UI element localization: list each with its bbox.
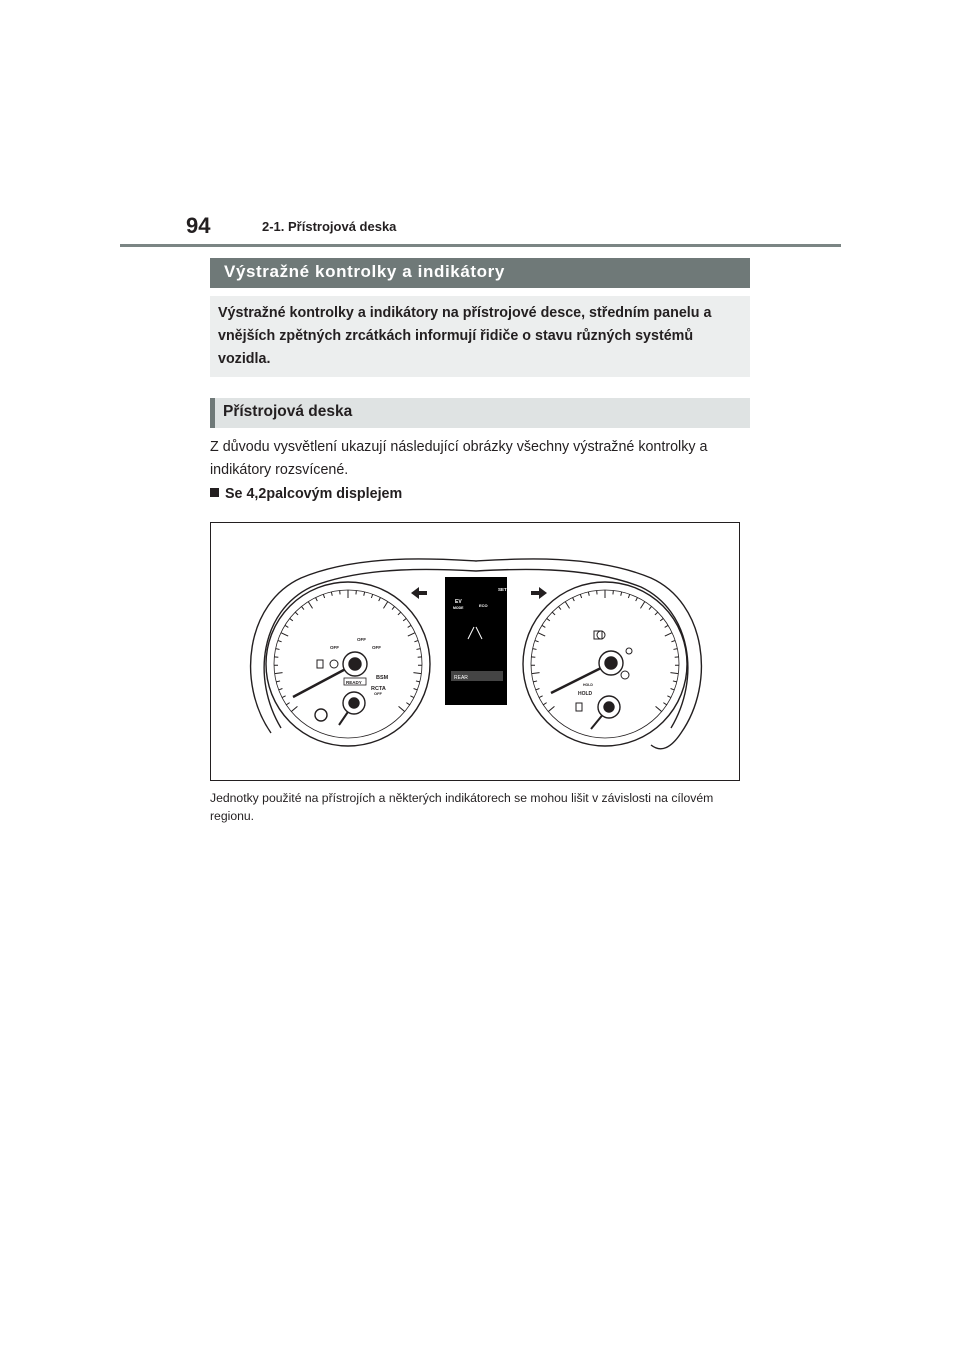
gauge-tick <box>673 649 677 650</box>
square-bullet-icon <box>210 488 219 497</box>
gauge-tick <box>279 689 283 690</box>
eco-label: ECO <box>479 603 488 608</box>
gauge-tick <box>621 592 622 596</box>
gauge-tick <box>379 597 381 601</box>
airbag-icon <box>626 648 632 654</box>
gauge-tick <box>588 592 589 596</box>
gauge-tick <box>416 649 420 650</box>
gauge-tick <box>536 689 540 690</box>
gauge-tick <box>565 602 569 609</box>
gauge-tick <box>671 689 675 690</box>
gauge-tick <box>383 602 387 609</box>
gauge-tick <box>290 618 293 620</box>
gauge-tick <box>542 625 545 627</box>
page-number: 94 <box>186 213 211 238</box>
gauge-tick <box>403 618 406 620</box>
gauge-tick <box>282 696 286 698</box>
gauge-tick <box>408 625 411 627</box>
rcta-off-label: OFF <box>374 691 382 696</box>
left-knob <box>315 709 327 721</box>
gauge-tick <box>663 703 666 705</box>
subsection-title-bar <box>210 398 750 428</box>
gauge-tick <box>649 606 652 609</box>
gauge-tick <box>640 602 644 609</box>
bsm-label: BSM <box>376 675 389 681</box>
rear-label: REAR <box>454 675 468 681</box>
gauge-tick <box>331 592 332 596</box>
gauge-tick <box>364 592 365 596</box>
gauge-tick <box>548 706 554 711</box>
gauge-tick <box>285 625 288 627</box>
gauge-tick <box>416 681 420 682</box>
gauge-tick <box>371 594 372 598</box>
gauge-tick <box>308 602 312 609</box>
center-display <box>445 577 507 705</box>
mode-label: MODE <box>453 606 464 610</box>
gauge-tick <box>535 641 539 642</box>
gauge-tick <box>286 703 289 705</box>
gauge-tick <box>301 606 304 609</box>
gauge-tick <box>671 641 675 642</box>
gauge-tick <box>580 594 581 598</box>
gauge-tick <box>538 633 545 636</box>
gauge-tick <box>413 673 421 674</box>
intro-text: Výstražné kontrolky a indikátory na přístrojové desce, středním panelu a vnějších zpětných zrcátkách informují řidiče o stavu různých systémů vozidla. <box>218 305 712 367</box>
gauge-tick <box>414 641 418 642</box>
brake-warning-icon <box>330 660 338 668</box>
bullet-heading-text: Se 4,2palcovým displejem <box>225 486 403 502</box>
gauge-tick <box>414 689 418 690</box>
gauge-tick <box>533 681 537 682</box>
gauge-tick <box>532 673 540 674</box>
gauge-tick <box>667 696 671 698</box>
body-paragraph: Z důvodu vysvětlení ukazují následující obrázky všechny výstražné kontrolky a indikátory rozsvícené. <box>210 439 708 478</box>
gauge-tick <box>660 618 663 620</box>
gauge-tick <box>275 673 283 674</box>
gauge-tick <box>291 706 297 711</box>
gauge-tick <box>665 633 672 636</box>
gauge-tick <box>552 612 555 615</box>
subsection-accent <box>210 398 215 428</box>
gauge-tick <box>673 681 677 682</box>
gauge-tick <box>281 633 288 636</box>
ready-label: READY <box>346 680 362 685</box>
gauge-tick <box>539 696 543 698</box>
instrument-cluster-figure <box>210 522 740 781</box>
gauge-tick <box>670 673 678 674</box>
subsection-title: Přístrojová deska <box>223 403 353 420</box>
bullet-heading <box>210 486 402 502</box>
figure-caption: Jednotky použité na přístrojích a některých indikátorech se mohou lišit v závislosti na cílovém regionu. <box>210 791 714 823</box>
lamp-icon <box>621 671 629 679</box>
gauge-tick <box>558 606 561 609</box>
rcta-label: RCTA <box>371 686 386 692</box>
gauge-tick <box>316 597 318 601</box>
gauge-tick <box>573 597 575 601</box>
set-label: SET <box>498 587 507 592</box>
gauge-tick <box>399 706 405 711</box>
gauge-tick <box>276 649 280 650</box>
off-label-2: OFF <box>357 637 366 642</box>
running-head: 2-1. Přístrojová deska <box>262 219 397 234</box>
ev-mode-label: EV <box>455 599 462 605</box>
fuel-icon <box>317 660 323 668</box>
gauge-tick <box>276 681 280 682</box>
instrument-cluster-illustration <box>211 523 741 782</box>
gauge-tick <box>547 618 550 620</box>
hold-label-2: HOLD <box>583 683 593 687</box>
gauge-tick <box>533 649 537 650</box>
off-label-3: OFF <box>372 645 381 650</box>
gauge-tick <box>628 594 629 598</box>
gauge-tick <box>323 594 324 598</box>
gauge-tick <box>406 703 409 705</box>
off-label-1: OFF <box>330 645 339 650</box>
right-turn-arrow-icon <box>531 587 547 599</box>
gauge-tick <box>656 706 662 711</box>
gauge-tick <box>295 612 298 615</box>
gauge-tick <box>398 612 401 615</box>
intro-box <box>210 296 750 377</box>
gauge-tick <box>665 625 668 627</box>
gauge-tick <box>408 633 415 636</box>
gauge-tick <box>655 612 658 615</box>
section-title-bar <box>210 258 750 288</box>
steering-icon <box>597 631 605 639</box>
fuel-pump-icon <box>576 703 582 711</box>
gauge-tick <box>636 597 638 601</box>
right-gauge-ticks <box>531 590 679 712</box>
gauge-tick <box>543 703 546 705</box>
section-title: Výstražné kontrolky a indikátory <box>224 262 505 281</box>
header-rule <box>120 244 841 247</box>
gauge-tick <box>410 696 414 698</box>
gauge-tick <box>278 641 282 642</box>
gauge-tick <box>392 606 395 609</box>
left-turn-arrow-icon <box>411 587 427 599</box>
hold-label-1: HOLD <box>578 691 593 697</box>
